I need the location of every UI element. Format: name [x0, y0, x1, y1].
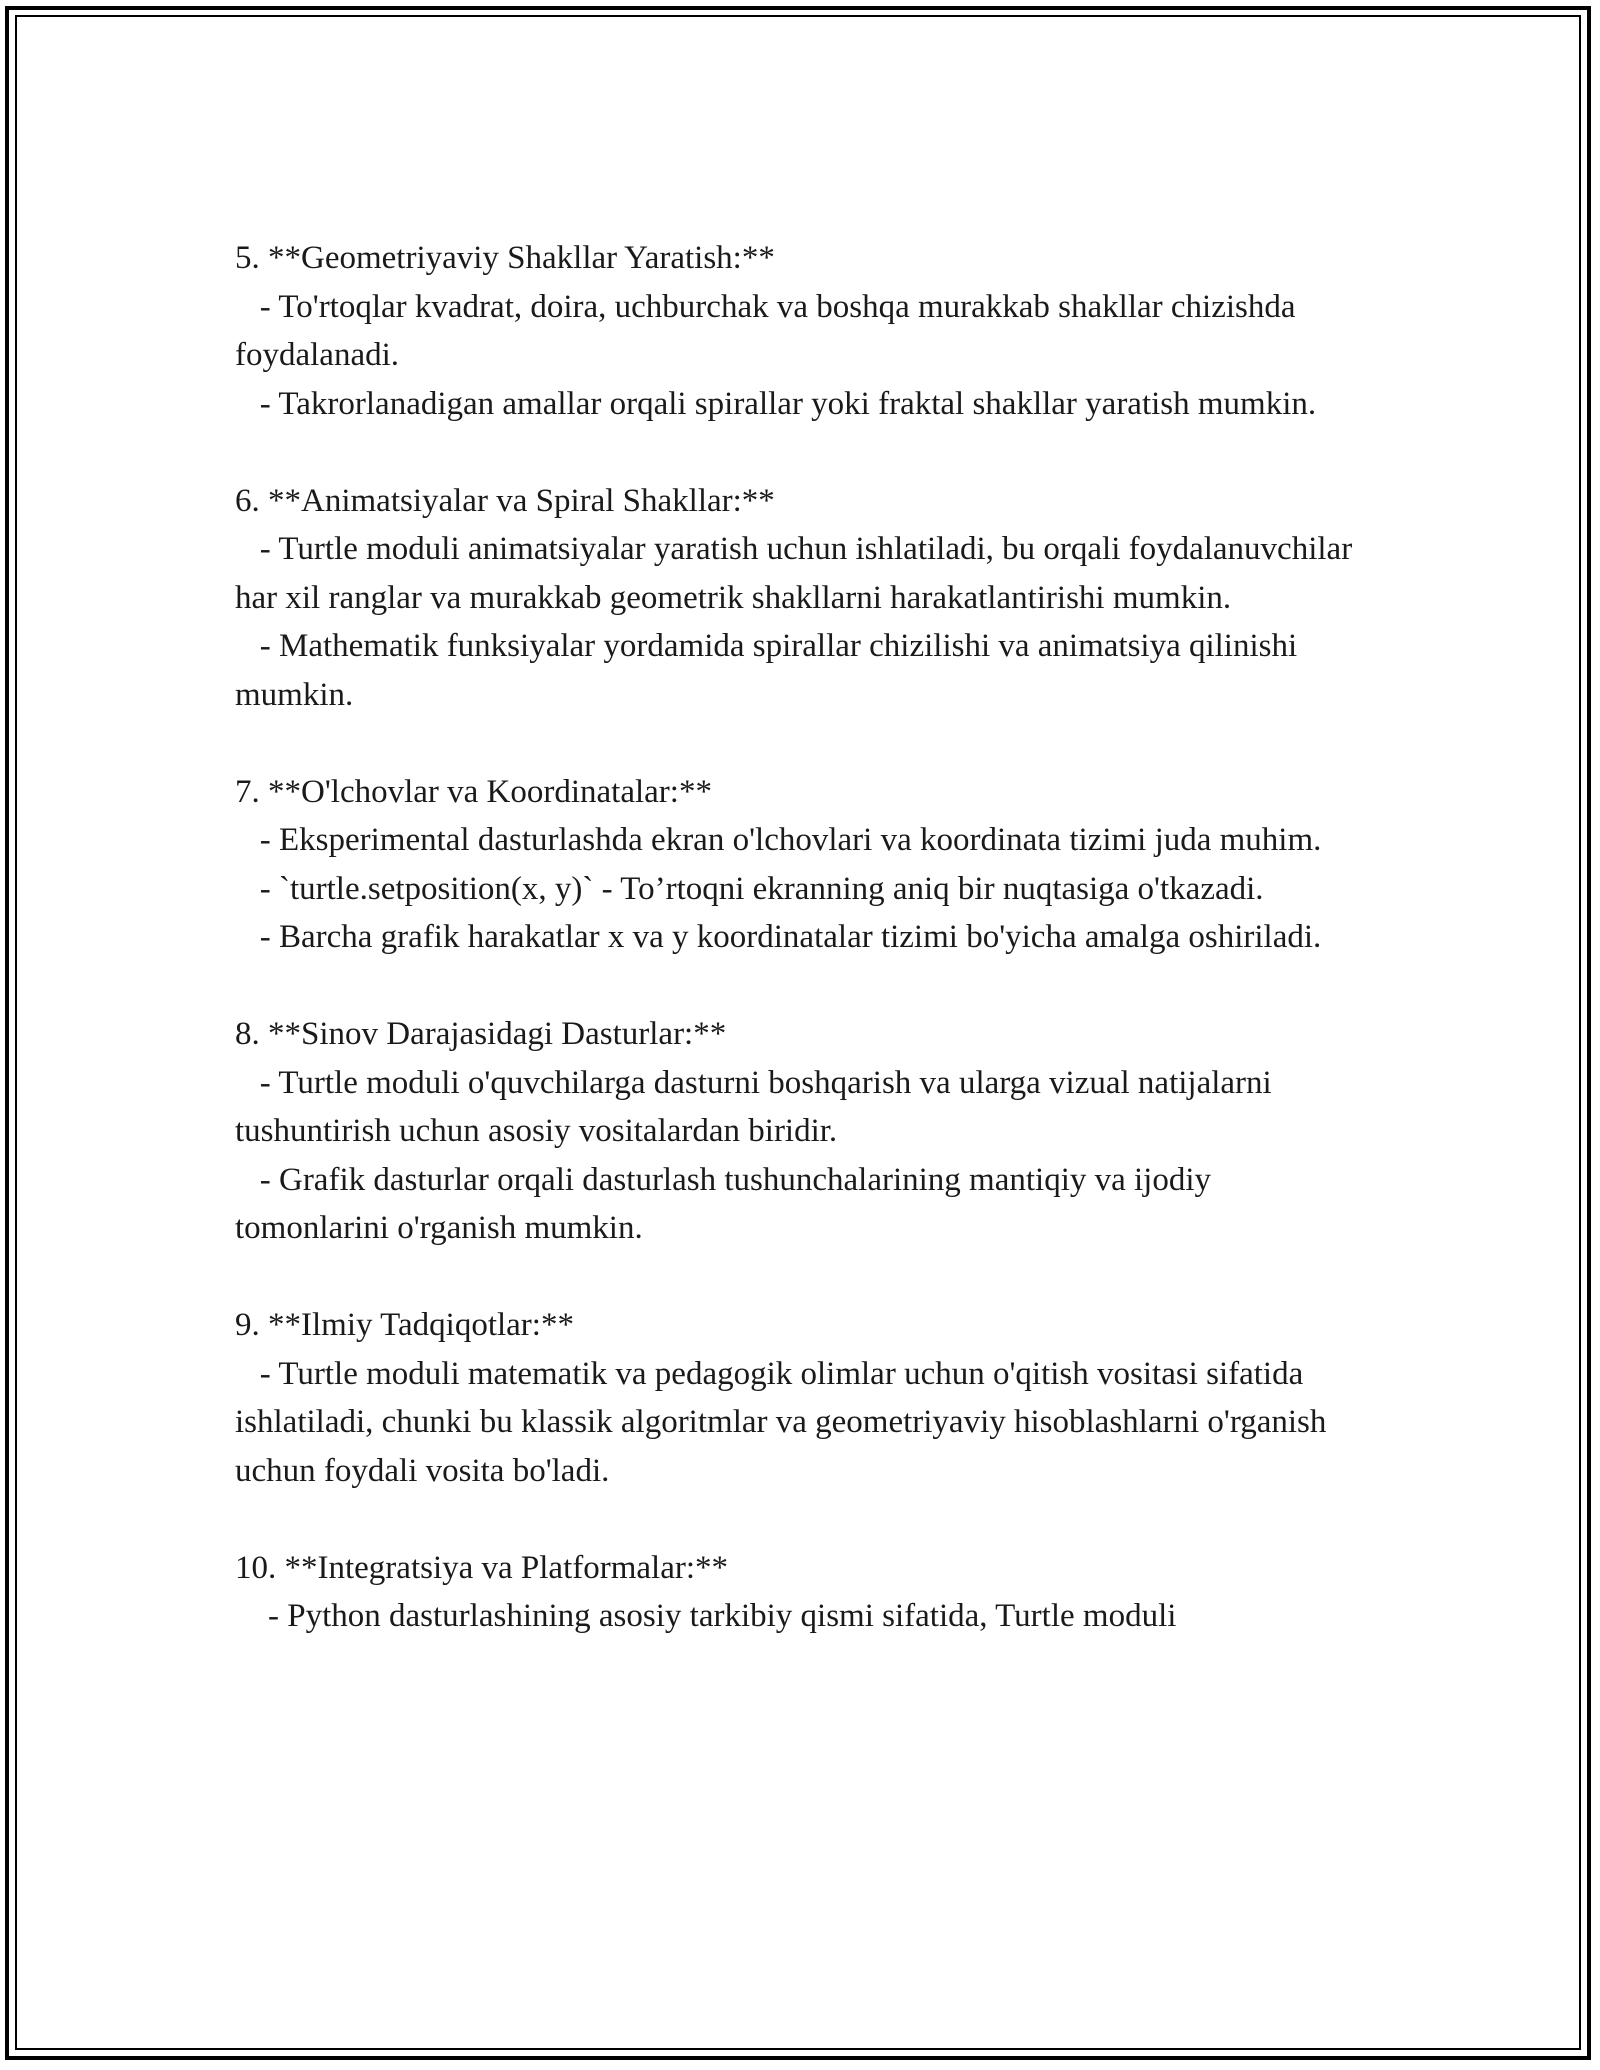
section-heading: 10. **Integratsiya va Platformalar:**: [235, 1549, 729, 1586]
bullet-item: - Python dasturlashining asosiy tarkibiy qismi sifatida, Turtle moduli: [235, 1598, 1177, 1634]
section-heading: 6. **Animatsiyalar va Spiral Shakllar:**: [235, 482, 775, 519]
section-10: [235, 1544, 1365, 1641]
bullet-item: - Takrorlanadigan amallar orqali spirallar yoki fraktal shakllar yaratish mumkin.: [235, 385, 1317, 422]
section-heading: 7. **O'lchovlar va Koordinatalar:**: [235, 773, 712, 810]
bullet-item: - Grafik dasturlar orqali dasturlash tushunchalarining mantiqiy va ijodiy tomonlarini o'rganish mumkin.: [235, 1161, 1220, 1246]
section-5: [235, 234, 1365, 428]
bullet-item: - Mathematik funksiyalar yordamida spirallar chizilishi va animatsiya qilinishi mumkin.: [235, 628, 1306, 713]
section-6: [235, 477, 1365, 720]
document-body: [235, 234, 1365, 1689]
bullet-item: - `turtle.setposition(x, y)` - To’rtoqni ekranning aniq bir nuqtasiga o'tkazadi.: [235, 870, 1264, 907]
section-9: [235, 1301, 1365, 1495]
section-heading: 5. **Geometriyaviy Shakllar Yaratish:**: [235, 240, 775, 276]
bullet-item: - Eksperimental dasturlashda ekran o'lchovlari va koordinata tizimi juda muhim.: [235, 822, 1322, 858]
section-7: [235, 768, 1365, 962]
section-heading: 9. **Ilmiy Tadqiqotlar:**: [235, 1307, 574, 1343]
section-heading: 8. **Sinov Darajasidagi Dasturlar:**: [235, 1016, 727, 1052]
bullet-item: - Turtle moduli animatsiyalar yaratish uchun ishlatiladi, bu orqali foydalanuvchilar har xil ranglar va murakkab geometrik shakllarni harakatlantirishi mumkin.: [235, 531, 1361, 616]
bullet-item: - Turtle moduli o'quvchilarga dasturni boshqarish va ularga vizual natijalarni tushuntirish uchun asosiy vositalardan biridir.: [235, 1064, 1280, 1149]
section-8: [235, 1010, 1365, 1253]
bullet-item: - Barcha grafik harakatlar x va y koordinatalar tizimi bo'yicha amalga oshiriladi.: [235, 919, 1322, 955]
bullet-item: - Turtle moduli matematik va pedagogik olimlar uchun o'qitish vositasi sifatida ishlatiladi, chunki bu klassik algoritmlar va geometriyaviy hisoblashlarni o'rganish uchun foydali vosita bo'ladi.: [235, 1355, 1335, 1489]
bullet-item: - To'rtoqlar kvadrat, doira, uchburchak va boshqa murakkab shakllar chizishda foydalanadi.: [235, 288, 1304, 373]
